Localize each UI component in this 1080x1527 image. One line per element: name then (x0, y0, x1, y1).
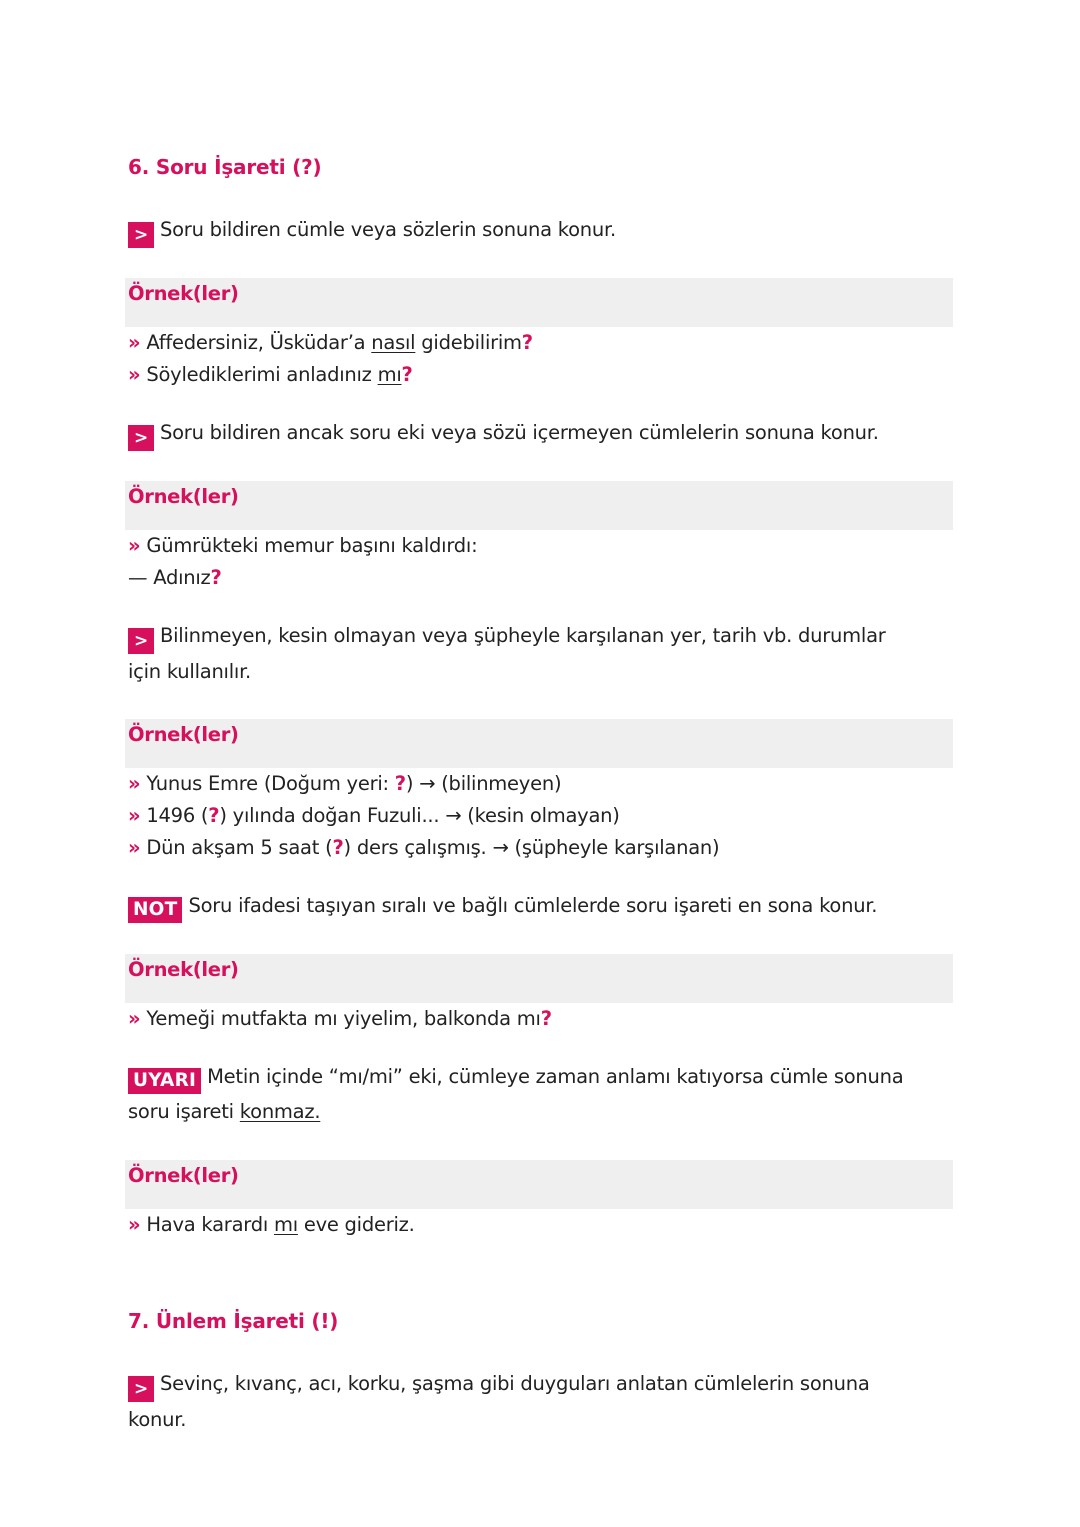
example-line (128, 359, 413, 391)
example-text: Yunus Emre (Doğum yeri: (146, 772, 395, 795)
example-header-2 (125, 481, 953, 530)
example-text: Dün akşam 5 saat ( (146, 836, 333, 859)
warning-badge: UYARI (128, 1068, 201, 1094)
example-text: eve gideriz. (297, 1213, 415, 1236)
rule-1 (128, 212, 928, 248)
warning (128, 1059, 928, 1129)
example-label: Örnek(ler) (128, 958, 239, 981)
note (128, 888, 928, 923)
example-text: ) yılında doğan Fuzuli... → (kesin olmayan) (219, 804, 620, 827)
warning-text: Metin içinde “mı/mi” eki, cümleye zaman anlamı katıyorsa cümle sonuna soru işareti (128, 1065, 904, 1123)
example-line (128, 768, 561, 800)
rule-2-text: Soru bildiren ancak soru eki veya sözü içermeyen cümlelerin sonuna konur. (160, 421, 879, 444)
example-label: Örnek(ler) (128, 485, 239, 508)
example-header-4 (125, 954, 953, 1003)
bullet-icon: » (128, 1213, 141, 1236)
example-text: ) → (bilinmeyen) (405, 772, 562, 795)
chevron-right-icon: > (128, 1376, 154, 1402)
example-line (128, 327, 533, 359)
example-line (128, 800, 620, 832)
rule-1-text: Soru bildiren cümle veya sözlerin sonuna konur. (160, 218, 616, 241)
section-7-title: 7. Ünlem İşareti (!) (128, 1309, 339, 1333)
example-header-1 (125, 278, 953, 327)
question-mark: ? (210, 566, 222, 589)
example-label: Örnek(ler) (128, 1164, 239, 1187)
example-text: Söylediklerimi anladınız (146, 363, 378, 386)
dialogue-dash: — (128, 566, 154, 589)
question-mark: ? (521, 331, 533, 354)
underlined-word: konmaz. (239, 1100, 321, 1123)
example-header-5 (125, 1160, 953, 1209)
note-text: Soru ifadesi taşıyan sıralı ve bağlı cümlelerde soru işareti en sona konur. (188, 894, 878, 917)
bullet-icon: » (128, 804, 141, 827)
bullet-icon: » (128, 772, 141, 795)
example-line (128, 562, 222, 594)
example-text: Yemeği mutfakta mı yiyelim, balkonda mı (146, 1007, 541, 1030)
bullet-icon: » (128, 331, 141, 354)
underlined-word: nasıl (371, 331, 416, 354)
section-7-rule-1-text: Sevinç, kıvanç, acı, korku, şaşma gibi duyguları anlatan cümlelerin sonuna konur. (128, 1372, 870, 1431)
bullet-icon: » (128, 1007, 141, 1030)
rule-2 (128, 415, 928, 451)
question-mark: ? (401, 363, 413, 386)
question-mark: ? (394, 772, 406, 795)
underlined-word: mı (377, 363, 402, 386)
chevron-right-icon: > (128, 222, 154, 248)
example-line (128, 530, 477, 562)
bullet-icon: » (128, 534, 141, 557)
chevron-right-icon: > (128, 425, 154, 451)
section-7-rule-1 (128, 1366, 928, 1437)
example-label: Örnek(ler) (128, 282, 239, 305)
rule-3-text: Bilinmeyen, kesin olmayan veya şüpheyle karşılanan yer, tarih vb. durumlar için kullanılır. (128, 624, 886, 683)
chevron-right-icon: > (128, 628, 154, 654)
note-badge: NOT (128, 897, 182, 923)
example-text: ) ders çalışmış. → (şüpheyle karşılanan) (343, 836, 720, 859)
rule-3 (128, 618, 918, 689)
question-mark: ? (208, 804, 220, 827)
example-text: Hava karardı (146, 1213, 274, 1236)
example-text: Adınız (153, 566, 211, 589)
example-line (128, 1209, 415, 1241)
section-6-title: 6. Soru İşareti (?) (128, 155, 322, 179)
bullet-icon: » (128, 836, 141, 859)
example-line (128, 832, 719, 864)
example-line (128, 1003, 552, 1035)
example-text: 1496 ( (146, 804, 209, 827)
question-mark: ? (540, 1007, 552, 1030)
example-text: gidebilirim (415, 331, 522, 354)
underlined-word: mı (273, 1213, 298, 1236)
example-text: Gümrükteki memur başını kaldırdı: (146, 534, 478, 557)
example-label: Örnek(ler) (128, 723, 239, 746)
example-header-3 (125, 719, 953, 768)
example-text: Affedersiniz, Üsküdar’a (146, 331, 372, 354)
question-mark: ? (332, 836, 344, 859)
bullet-icon: » (128, 363, 141, 386)
